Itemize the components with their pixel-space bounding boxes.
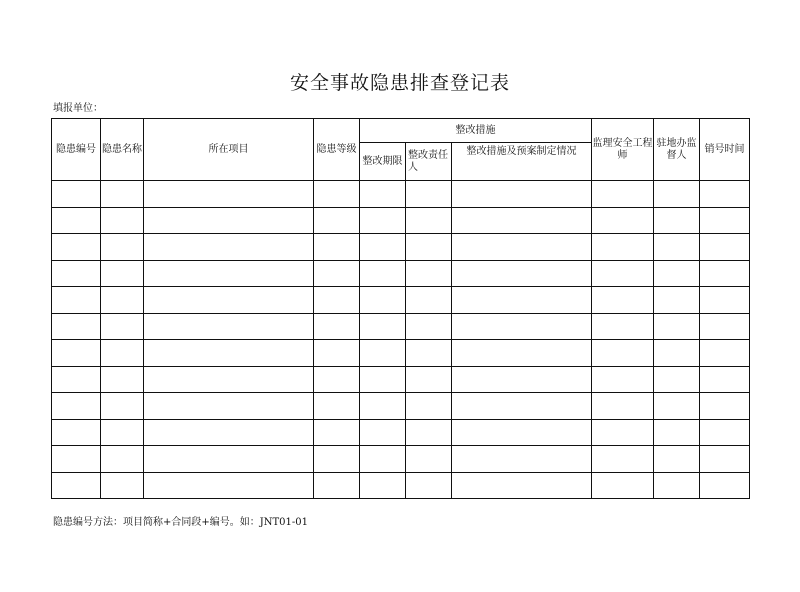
- table-cell[interactable]: [52, 181, 101, 208]
- table-cell[interactable]: [452, 287, 592, 314]
- table-cell[interactable]: [406, 313, 452, 340]
- table-cell[interactable]: [700, 181, 750, 208]
- table-cell[interactable]: [406, 260, 452, 287]
- table-cell[interactable]: [360, 340, 406, 367]
- table-cell[interactable]: [314, 313, 360, 340]
- table-cell[interactable]: [654, 260, 700, 287]
- table-row: [52, 393, 750, 420]
- table-cell[interactable]: [700, 234, 750, 261]
- table-cell[interactable]: [144, 260, 314, 287]
- table-cell[interactable]: [314, 472, 360, 499]
- table-cell[interactable]: [314, 260, 360, 287]
- table-cell[interactable]: [314, 393, 360, 420]
- header-deadline: 整改期限: [360, 143, 406, 181]
- table-cell[interactable]: [452, 234, 592, 261]
- table-cell[interactable]: [406, 472, 452, 499]
- table-cell[interactable]: [592, 366, 654, 393]
- table-cell[interactable]: [144, 340, 314, 367]
- table-cell[interactable]: [406, 181, 452, 208]
- table-cell[interactable]: [654, 313, 700, 340]
- table-cell[interactable]: [592, 472, 654, 499]
- table-cell[interactable]: [700, 446, 750, 473]
- table-cell[interactable]: [360, 207, 406, 234]
- table-cell[interactable]: [144, 207, 314, 234]
- table-cell[interactable]: [360, 393, 406, 420]
- table-cell[interactable]: [654, 181, 700, 208]
- table-cell[interactable]: [700, 260, 750, 287]
- table-cell[interactable]: [452, 446, 592, 473]
- table-cell[interactable]: [700, 340, 750, 367]
- table-cell[interactable]: [654, 419, 700, 446]
- table-cell[interactable]: [452, 207, 592, 234]
- table-cell[interactable]: [700, 472, 750, 499]
- table-cell[interactable]: [654, 472, 700, 499]
- table-cell[interactable]: [700, 366, 750, 393]
- reporting-unit-label: 填报单位：: [53, 103, 103, 114]
- table-row: [52, 419, 750, 446]
- table-cell[interactable]: [360, 234, 406, 261]
- header-responsible: 整改责任人: [406, 143, 452, 181]
- table-cell[interactable]: [52, 419, 101, 446]
- document-title: 安全事故隐患排查登记表: [289, 72, 510, 94]
- header-resident-supervisor: 驻地办监督人: [654, 119, 700, 181]
- table-cell[interactable]: [144, 287, 314, 314]
- table-cell[interactable]: [101, 419, 144, 446]
- table-cell[interactable]: [452, 340, 592, 367]
- table-cell[interactable]: [654, 234, 700, 261]
- table-cell[interactable]: [144, 313, 314, 340]
- table-cell[interactable]: [700, 207, 750, 234]
- header-level: 隐患等级: [314, 119, 360, 181]
- table-row: [52, 366, 750, 393]
- table-cell[interactable]: [452, 181, 592, 208]
- table-cell[interactable]: [360, 181, 406, 208]
- table-cell[interactable]: [406, 340, 452, 367]
- table-cell[interactable]: [101, 472, 144, 499]
- table-cell[interactable]: [314, 446, 360, 473]
- table-cell[interactable]: [700, 393, 750, 420]
- table-cell[interactable]: [654, 340, 700, 367]
- table-cell[interactable]: [101, 446, 144, 473]
- table-cell[interactable]: [52, 287, 101, 314]
- table-row: [52, 207, 750, 234]
- header-plan: 整改措施及预案制定情况: [452, 143, 592, 181]
- table-cell[interactable]: [406, 287, 452, 314]
- table-cell[interactable]: [52, 260, 101, 287]
- table-row: [52, 446, 750, 473]
- table-cell[interactable]: [144, 446, 314, 473]
- table-cell[interactable]: [101, 366, 144, 393]
- table-cell[interactable]: [654, 287, 700, 314]
- table-cell[interactable]: [360, 313, 406, 340]
- table-cell[interactable]: [52, 340, 101, 367]
- table-cell[interactable]: [144, 234, 314, 261]
- table-cell[interactable]: [592, 419, 654, 446]
- table-cell[interactable]: [592, 181, 654, 208]
- table-cell[interactable]: [52, 446, 101, 473]
- table-cell[interactable]: [314, 419, 360, 446]
- table-cell[interactable]: [314, 287, 360, 314]
- table-cell[interactable]: [360, 287, 406, 314]
- table-cell[interactable]: [360, 446, 406, 473]
- table-cell[interactable]: [700, 313, 750, 340]
- table-cell[interactable]: [592, 446, 654, 473]
- table-row: [52, 472, 750, 499]
- header-project: 所在项目: [144, 119, 314, 181]
- table-cell[interactable]: [144, 419, 314, 446]
- table-row: [52, 234, 750, 261]
- table-cell[interactable]: [101, 340, 144, 367]
- numbering-method-note: 隐患编号方法：项目简称+合同段+编号。如：JNT01-01: [53, 517, 309, 528]
- header-hazard-id: 隐患编号: [52, 119, 101, 181]
- table-cell[interactable]: [592, 393, 654, 420]
- table-cell[interactable]: [452, 260, 592, 287]
- table-cell[interactable]: [452, 393, 592, 420]
- table-cell[interactable]: [452, 472, 592, 499]
- table-cell[interactable]: [101, 234, 144, 261]
- table-cell[interactable]: [452, 313, 592, 340]
- table-cell[interactable]: [314, 181, 360, 208]
- table-row: [52, 313, 750, 340]
- table-cell[interactable]: [52, 393, 101, 420]
- table-cell[interactable]: [592, 287, 654, 314]
- table-cell[interactable]: [452, 419, 592, 446]
- table-cell[interactable]: [406, 393, 452, 420]
- table-cell[interactable]: [592, 207, 654, 234]
- table-cell[interactable]: [144, 393, 314, 420]
- table-cell[interactable]: [144, 181, 314, 208]
- table-cell[interactable]: [52, 313, 101, 340]
- header-measures-group: 整改措施: [360, 119, 592, 143]
- table-cell[interactable]: [314, 234, 360, 261]
- table-cell[interactable]: [52, 366, 101, 393]
- table-cell[interactable]: [52, 207, 101, 234]
- table-cell[interactable]: [52, 234, 101, 261]
- header-supervisor: 监理安全工程师: [592, 119, 654, 181]
- table-cell[interactable]: [406, 446, 452, 473]
- table-cell[interactable]: [360, 472, 406, 499]
- table-cell[interactable]: [314, 207, 360, 234]
- table-cell[interactable]: [406, 234, 452, 261]
- table-cell[interactable]: [101, 393, 144, 420]
- table-cell[interactable]: [314, 366, 360, 393]
- table-cell[interactable]: [700, 419, 750, 446]
- table-cell[interactable]: [654, 366, 700, 393]
- table-cell[interactable]: [700, 287, 750, 314]
- table-row: [52, 181, 750, 208]
- table-cell[interactable]: [144, 366, 314, 393]
- table-cell[interactable]: [360, 260, 406, 287]
- table-cell[interactable]: [52, 472, 101, 499]
- table-cell[interactable]: [101, 260, 144, 287]
- table-cell[interactable]: [314, 340, 360, 367]
- table-cell[interactable]: [101, 313, 144, 340]
- table-row: [52, 287, 750, 314]
- table-cell[interactable]: [101, 207, 144, 234]
- table-cell[interactable]: [654, 393, 700, 420]
- table-cell[interactable]: [101, 181, 144, 208]
- table-cell[interactable]: [360, 366, 406, 393]
- table-cell[interactable]: [406, 366, 452, 393]
- header-hazard-name: 隐患名称: [101, 119, 144, 181]
- table-cell[interactable]: [360, 419, 406, 446]
- hazard-register-table: [51, 118, 750, 499]
- table-cell[interactable]: [592, 340, 654, 367]
- table-cell[interactable]: [452, 366, 592, 393]
- table-cell[interactable]: [592, 260, 654, 287]
- table-cell[interactable]: [406, 207, 452, 234]
- table-row: [52, 260, 750, 287]
- header-close-time: 销号时间: [700, 119, 750, 181]
- table-cell[interactable]: [592, 234, 654, 261]
- table-row: [52, 340, 750, 367]
- table-cell[interactable]: [654, 207, 700, 234]
- table-cell[interactable]: [654, 446, 700, 473]
- table-cell[interactable]: [406, 419, 452, 446]
- table-cell[interactable]: [101, 287, 144, 314]
- table-cell[interactable]: [592, 313, 654, 340]
- table-cell[interactable]: [144, 472, 314, 499]
